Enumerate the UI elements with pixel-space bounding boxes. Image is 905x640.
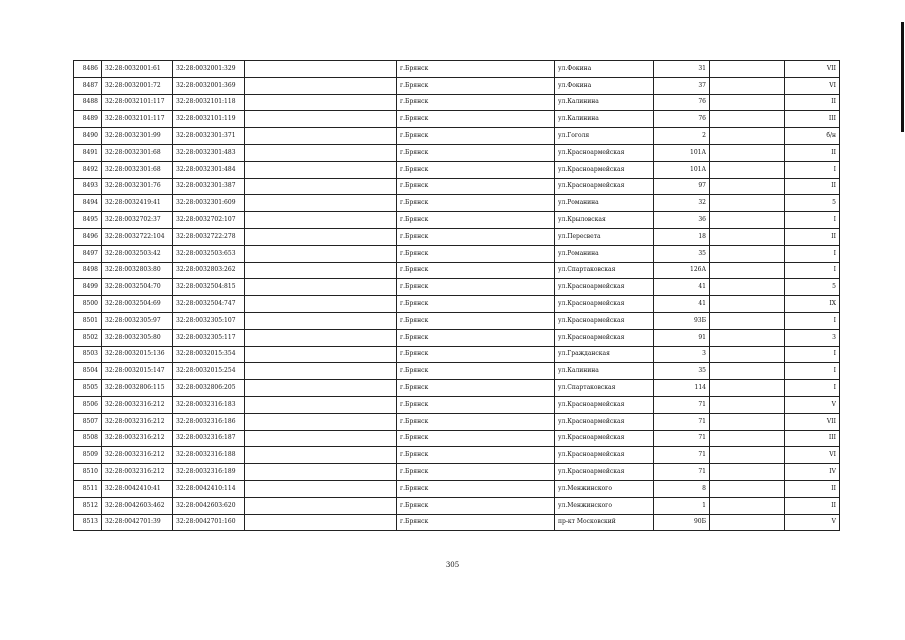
- city-cell: г.Брянск: [397, 346, 555, 363]
- house-number-cell: 41: [654, 296, 710, 313]
- house-number-cell: 31: [654, 61, 710, 78]
- house-number-cell: 114: [654, 380, 710, 397]
- city-cell: г.Брянск: [397, 61, 555, 78]
- street-cell: ул.Красноармейская: [555, 413, 654, 430]
- empty-cell: [245, 128, 397, 145]
- cadastral-number-cell: 32:28:0032301:68: [102, 144, 173, 161]
- room-cadastral-number-cell: 32:28:0032722:278: [173, 228, 245, 245]
- city-cell: г.Брянск: [397, 195, 555, 212]
- room-cadastral-number-cell: 32:28:0032316:189: [173, 464, 245, 481]
- empty-cell: [710, 396, 785, 413]
- row-number-cell: 8493: [74, 178, 102, 195]
- cadastral-number-cell: 32:28:0042603:462: [102, 497, 173, 514]
- street-cell: ул.Спартаковская: [555, 380, 654, 397]
- house-number-cell: 1: [654, 497, 710, 514]
- house-number-cell: 91: [654, 329, 710, 346]
- empty-cell: [710, 195, 785, 212]
- premises-number-cell: II: [785, 480, 840, 497]
- house-number-cell: 2: [654, 128, 710, 145]
- street-cell: пр-кт Московский: [555, 514, 654, 531]
- cadastral-number-cell: 32:28:0032419:41: [102, 195, 173, 212]
- empty-cell: [710, 413, 785, 430]
- table-row: [74, 279, 840, 296]
- row-number-cell: 8499: [74, 279, 102, 296]
- empty-cell: [710, 480, 785, 497]
- table-row: [74, 144, 840, 161]
- row-number-cell: 8497: [74, 245, 102, 262]
- table-row: [74, 94, 840, 111]
- house-number-cell: 71: [654, 447, 710, 464]
- cadastral-number-cell: 32:28:0032001:61: [102, 61, 173, 78]
- street-cell: ул.Красноармейская: [555, 430, 654, 447]
- room-cadastral-number-cell: 32:28:0032015:354: [173, 346, 245, 363]
- house-number-cell: 101А: [654, 161, 710, 178]
- city-cell: г.Брянск: [397, 144, 555, 161]
- house-number-cell: 93Б: [654, 312, 710, 329]
- table-row: [74, 396, 840, 413]
- table-row: [74, 212, 840, 229]
- premises-number-cell: I: [785, 346, 840, 363]
- city-cell: г.Брянск: [397, 447, 555, 464]
- table-row: [74, 363, 840, 380]
- city-cell: г.Брянск: [397, 262, 555, 279]
- city-cell: г.Брянск: [397, 77, 555, 94]
- cadastral-number-cell: 32:28:0032702:37: [102, 212, 173, 229]
- cadastral-number-cell: 32:28:0032316:212: [102, 396, 173, 413]
- empty-cell: [245, 228, 397, 245]
- row-number-cell: 8509: [74, 447, 102, 464]
- table-row: [74, 480, 840, 497]
- premises-number-cell: I: [785, 262, 840, 279]
- city-cell: г.Брянск: [397, 312, 555, 329]
- empty-cell: [245, 161, 397, 178]
- empty-cell: [710, 228, 785, 245]
- empty-cell: [710, 363, 785, 380]
- empty-cell: [710, 346, 785, 363]
- cadastral-number-cell: 32:28:0032015:147: [102, 363, 173, 380]
- row-number-cell: 8487: [74, 77, 102, 94]
- street-cell: ул.Красноармейская: [555, 464, 654, 481]
- empty-cell: [710, 312, 785, 329]
- premises-number-cell: V: [785, 396, 840, 413]
- street-cell: ул.Красноармейская: [555, 296, 654, 313]
- premises-number-cell: VI: [785, 77, 840, 94]
- room-cadastral-number-cell: 32:28:0032305:117: [173, 329, 245, 346]
- row-number-cell: 8513: [74, 514, 102, 531]
- table-row: [74, 430, 840, 447]
- empty-cell: [710, 245, 785, 262]
- cadastral-number-cell: 32:28:0032101:117: [102, 111, 173, 128]
- room-cadastral-number-cell: 32:28:0032803:262: [173, 262, 245, 279]
- empty-cell: [245, 262, 397, 279]
- empty-cell: [245, 279, 397, 296]
- table-row: [74, 245, 840, 262]
- row-number-cell: 8490: [74, 128, 102, 145]
- empty-cell: [245, 396, 397, 413]
- premises-number-cell: II: [785, 144, 840, 161]
- street-cell: ул.Менжинского: [555, 497, 654, 514]
- cadastral-number-cell: 32:28:0032504:70: [102, 279, 173, 296]
- cadastral-number-cell: 32:28:0032305:97: [102, 312, 173, 329]
- row-number-cell: 8495: [74, 212, 102, 229]
- room-cadastral-number-cell: 32:28:0032316:183: [173, 396, 245, 413]
- house-number-cell: 71: [654, 464, 710, 481]
- empty-cell: [710, 111, 785, 128]
- street-cell: ул.Красноармейская: [555, 312, 654, 329]
- empty-cell: [710, 262, 785, 279]
- empty-cell: [245, 380, 397, 397]
- city-cell: г.Брянск: [397, 464, 555, 481]
- room-cadastral-number-cell: 32:28:0032301:371: [173, 128, 245, 145]
- city-cell: г.Брянск: [397, 212, 555, 229]
- premises-number-cell: I: [785, 245, 840, 262]
- empty-cell: [710, 61, 785, 78]
- street-cell: ул.Красноармейская: [555, 329, 654, 346]
- city-cell: г.Брянск: [397, 111, 555, 128]
- house-number-cell: 3: [654, 346, 710, 363]
- premises-number-cell: I: [785, 380, 840, 397]
- empty-cell: [710, 447, 785, 464]
- house-number-cell: 101А: [654, 144, 710, 161]
- room-cadastral-number-cell: 32:28:0032301:484: [173, 161, 245, 178]
- premises-number-cell: IV: [785, 464, 840, 481]
- city-cell: г.Брянск: [397, 514, 555, 531]
- city-cell: г.Брянск: [397, 279, 555, 296]
- table-row: [74, 178, 840, 195]
- premises-number-cell: II: [785, 228, 840, 245]
- city-cell: г.Брянск: [397, 363, 555, 380]
- city-cell: г.Брянск: [397, 296, 555, 313]
- street-cell: ул.Красноармейская: [555, 178, 654, 195]
- street-cell: ул.Менжинского: [555, 480, 654, 497]
- premises-number-cell: II: [785, 178, 840, 195]
- empty-cell: [245, 94, 397, 111]
- row-number-cell: 8504: [74, 363, 102, 380]
- house-number-cell: 35: [654, 245, 710, 262]
- house-number-cell: 71: [654, 413, 710, 430]
- premises-number-cell: VII: [785, 413, 840, 430]
- house-number-cell: 37: [654, 77, 710, 94]
- row-number-cell: 8505: [74, 380, 102, 397]
- empty-cell: [245, 346, 397, 363]
- street-cell: ул.Фокина: [555, 77, 654, 94]
- city-cell: г.Брянск: [397, 178, 555, 195]
- empty-cell: [245, 480, 397, 497]
- empty-cell: [710, 514, 785, 531]
- page-number: 305: [445, 561, 460, 569]
- table-row: [74, 346, 840, 363]
- empty-cell: [710, 161, 785, 178]
- cadastral-number-cell: 32:28:0032316:212: [102, 413, 173, 430]
- street-cell: ул.Крыловская: [555, 212, 654, 229]
- table-row: [74, 380, 840, 397]
- table-row: [74, 77, 840, 94]
- row-number-cell: 8491: [74, 144, 102, 161]
- table-row: [74, 111, 840, 128]
- city-cell: г.Брянск: [397, 228, 555, 245]
- room-cadastral-number-cell: 32:28:0042410:114: [173, 480, 245, 497]
- row-number-cell: 8508: [74, 430, 102, 447]
- room-cadastral-number-cell: 32:28:0032001:329: [173, 61, 245, 78]
- premises-number-cell: VII: [785, 61, 840, 78]
- empty-cell: [710, 497, 785, 514]
- city-cell: г.Брянск: [397, 396, 555, 413]
- row-number-cell: 8492: [74, 161, 102, 178]
- cadastral-number-cell: 32:28:0032001:72: [102, 77, 173, 94]
- room-cadastral-number-cell: 32:28:0032301:609: [173, 195, 245, 212]
- premises-number-cell: VI: [785, 447, 840, 464]
- empty-cell: [710, 77, 785, 94]
- street-cell: ул.Фокина: [555, 61, 654, 78]
- cadastral-number-cell: 32:28:0032803:80: [102, 262, 173, 279]
- cadastral-number-cell: 32:28:0032316:212: [102, 464, 173, 481]
- premises-number-cell: III: [785, 111, 840, 128]
- empty-cell: [245, 363, 397, 380]
- table-row: [74, 413, 840, 430]
- city-cell: г.Брянск: [397, 94, 555, 111]
- table-row: [74, 312, 840, 329]
- premises-number-cell: V: [785, 514, 840, 531]
- cadastral-number-cell: 32:28:0032015:136: [102, 346, 173, 363]
- premises-number-cell: I: [785, 363, 840, 380]
- street-cell: ул.Красноармейская: [555, 396, 654, 413]
- street-cell: ул.Гражданская: [555, 346, 654, 363]
- street-cell: ул.Калинина: [555, 94, 654, 111]
- empty-cell: [710, 144, 785, 161]
- premises-number-cell: II: [785, 94, 840, 111]
- empty-cell: [710, 212, 785, 229]
- table-row: [74, 61, 840, 78]
- table-row: [74, 128, 840, 145]
- premises-number-cell: 3: [785, 329, 840, 346]
- empty-cell: [710, 329, 785, 346]
- row-number-cell: 8512: [74, 497, 102, 514]
- row-number-cell: 8494: [74, 195, 102, 212]
- empty-cell: [710, 94, 785, 111]
- room-cadastral-number-cell: 32:28:0032001:369: [173, 77, 245, 94]
- room-cadastral-number-cell: 32:28:0032316:186: [173, 413, 245, 430]
- empty-cell: [245, 329, 397, 346]
- house-number-cell: 76: [654, 94, 710, 111]
- row-number-cell: 8502: [74, 329, 102, 346]
- room-cadastral-number-cell: 32:28:0032504:747: [173, 296, 245, 313]
- empty-cell: [245, 514, 397, 531]
- empty-cell: [245, 497, 397, 514]
- room-cadastral-number-cell: 32:28:0032301:483: [173, 144, 245, 161]
- empty-cell: [245, 111, 397, 128]
- table-row: [74, 514, 840, 531]
- room-cadastral-number-cell: 32:28:0032702:107: [173, 212, 245, 229]
- room-cadastral-number-cell: 32:28:0032015:254: [173, 363, 245, 380]
- street-cell: ул.Пересвета: [555, 228, 654, 245]
- empty-cell: [245, 144, 397, 161]
- row-number-cell: 8506: [74, 396, 102, 413]
- street-cell: ул.Калинина: [555, 363, 654, 380]
- street-cell: ул.Романина: [555, 195, 654, 212]
- empty-cell: [245, 430, 397, 447]
- house-number-cell: 18: [654, 228, 710, 245]
- room-cadastral-number-cell: 32:28:0032503:653: [173, 245, 245, 262]
- cadastral-number-cell: 32:28:0032301:76: [102, 178, 173, 195]
- cadastral-number-cell: 32:28:0032301:68: [102, 161, 173, 178]
- empty-cell: [710, 279, 785, 296]
- house-number-cell: 35: [654, 363, 710, 380]
- scan-edge-line: [901, 22, 904, 132]
- registry-table: [73, 60, 840, 531]
- house-number-cell: 41: [654, 279, 710, 296]
- empty-cell: [245, 195, 397, 212]
- row-number-cell: 8503: [74, 346, 102, 363]
- city-cell: г.Брянск: [397, 245, 555, 262]
- cadastral-number-cell: 32:28:0032806:115: [102, 380, 173, 397]
- table-row: [74, 161, 840, 178]
- row-number-cell: 8498: [74, 262, 102, 279]
- premises-number-cell: IX: [785, 296, 840, 313]
- cadastral-number-cell: 32:28:0032316:212: [102, 430, 173, 447]
- premises-number-cell: 5: [785, 279, 840, 296]
- city-cell: г.Брянск: [397, 497, 555, 514]
- room-cadastral-number-cell: 32:28:0042701:160: [173, 514, 245, 531]
- row-number-cell: 8489: [74, 111, 102, 128]
- cadastral-number-cell: 32:28:0032305:80: [102, 329, 173, 346]
- house-number-cell: 71: [654, 396, 710, 413]
- empty-cell: [710, 296, 785, 313]
- cadastral-number-cell: 32:28:0032504:69: [102, 296, 173, 313]
- city-cell: г.Брянск: [397, 128, 555, 145]
- house-number-cell: 126А: [654, 262, 710, 279]
- premises-number-cell: III: [785, 430, 840, 447]
- room-cadastral-number-cell: 32:28:0032301:387: [173, 178, 245, 195]
- premises-number-cell: I: [785, 312, 840, 329]
- empty-cell: [245, 245, 397, 262]
- row-number-cell: 8486: [74, 61, 102, 78]
- empty-cell: [245, 77, 397, 94]
- table-body: [74, 61, 840, 531]
- premises-number-cell: 5: [785, 195, 840, 212]
- empty-cell: [710, 380, 785, 397]
- premises-number-cell: I: [785, 161, 840, 178]
- row-number-cell: 8510: [74, 464, 102, 481]
- city-cell: г.Брянск: [397, 430, 555, 447]
- house-number-cell: 8: [654, 480, 710, 497]
- empty-cell: [245, 413, 397, 430]
- empty-cell: [710, 430, 785, 447]
- room-cadastral-number-cell: 32:28:0032504:815: [173, 279, 245, 296]
- empty-cell: [245, 464, 397, 481]
- empty-cell: [710, 128, 785, 145]
- empty-cell: [245, 296, 397, 313]
- street-cell: ул.Красноармейская: [555, 279, 654, 296]
- room-cadastral-number-cell: 32:28:0032806:205: [173, 380, 245, 397]
- empty-cell: [245, 61, 397, 78]
- table-row: [74, 464, 840, 481]
- city-cell: г.Брянск: [397, 329, 555, 346]
- row-number-cell: 8501: [74, 312, 102, 329]
- table-row: [74, 296, 840, 313]
- house-number-cell: 71: [654, 430, 710, 447]
- cadastral-number-cell: 32:28:0032101:117: [102, 94, 173, 111]
- cadastral-number-cell: 32:28:0032503:42: [102, 245, 173, 262]
- premises-number-cell: II: [785, 497, 840, 514]
- room-cadastral-number-cell: 32:28:0032316:187: [173, 430, 245, 447]
- room-cadastral-number-cell: 32:28:0042603:620: [173, 497, 245, 514]
- empty-cell: [245, 312, 397, 329]
- street-cell: ул.Калинина: [555, 111, 654, 128]
- cadastral-number-cell: 32:28:0032722:104: [102, 228, 173, 245]
- room-cadastral-number-cell: 32:28:0032101:119: [173, 111, 245, 128]
- cadastral-number-cell: 32:28:0042410:41: [102, 480, 173, 497]
- house-number-cell: 90Б: [654, 514, 710, 531]
- row-number-cell: 8507: [74, 413, 102, 430]
- house-number-cell: 97: [654, 178, 710, 195]
- house-number-cell: 32: [654, 195, 710, 212]
- cadastral-number-cell: 32:28:0032316:212: [102, 447, 173, 464]
- empty-cell: [710, 178, 785, 195]
- empty-cell: [245, 447, 397, 464]
- table-row: [74, 262, 840, 279]
- city-cell: г.Брянск: [397, 480, 555, 497]
- street-cell: ул.Романина: [555, 245, 654, 262]
- table-row: [74, 329, 840, 346]
- house-number-cell: 76: [654, 111, 710, 128]
- premises-number-cell: б/н: [785, 128, 840, 145]
- row-number-cell: 8511: [74, 480, 102, 497]
- cadastral-number-cell: 32:28:0032301:99: [102, 128, 173, 145]
- room-cadastral-number-cell: 32:28:0032101:118: [173, 94, 245, 111]
- city-cell: г.Брянск: [397, 161, 555, 178]
- table-row: [74, 447, 840, 464]
- street-cell: ул.Гоголя: [555, 128, 654, 145]
- room-cadastral-number-cell: 32:28:0032316:188: [173, 447, 245, 464]
- table-row: [74, 195, 840, 212]
- empty-cell: [245, 212, 397, 229]
- row-number-cell: 8500: [74, 296, 102, 313]
- room-cadastral-number-cell: 32:28:0032305:107: [173, 312, 245, 329]
- street-cell: ул.Красноармейская: [555, 447, 654, 464]
- table-row: [74, 228, 840, 245]
- house-number-cell: 36: [654, 212, 710, 229]
- row-number-cell: 8488: [74, 94, 102, 111]
- city-cell: г.Брянск: [397, 413, 555, 430]
- empty-cell: [245, 178, 397, 195]
- empty-cell: [710, 464, 785, 481]
- street-cell: ул.Спартаковская: [555, 262, 654, 279]
- cadastral-number-cell: 32:28:0042701:39: [102, 514, 173, 531]
- row-number-cell: 8496: [74, 228, 102, 245]
- street-cell: ул.Красноармейская: [555, 161, 654, 178]
- table-row: [74, 497, 840, 514]
- city-cell: г.Брянск: [397, 380, 555, 397]
- premises-number-cell: I: [785, 212, 840, 229]
- street-cell: ул.Красноармейская: [555, 144, 654, 161]
